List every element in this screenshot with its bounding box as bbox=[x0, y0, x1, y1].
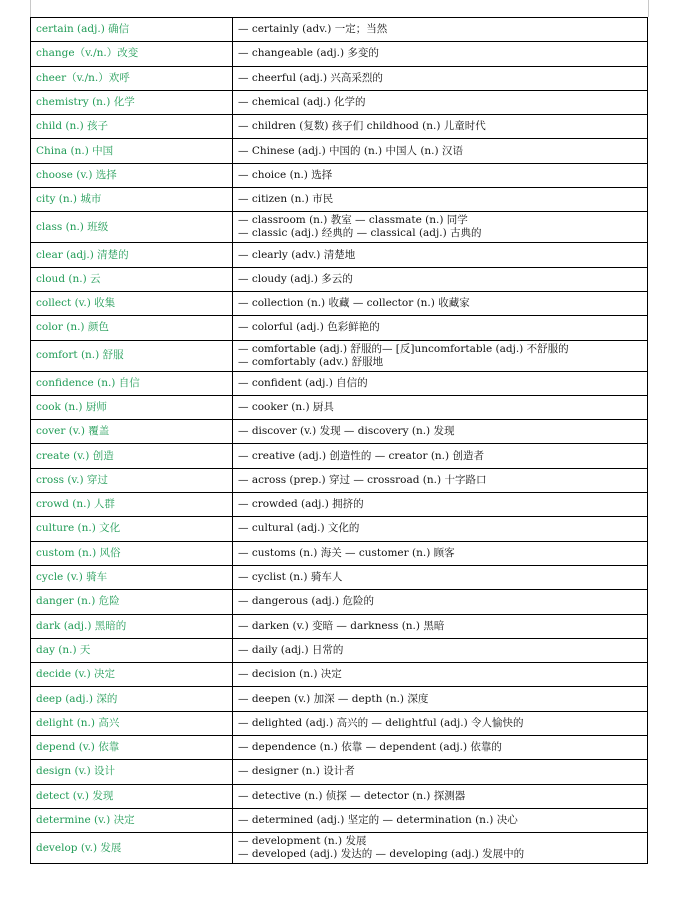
derivatives-cell bbox=[233, 243, 648, 267]
table-row bbox=[31, 444, 648, 468]
table-row bbox=[31, 687, 648, 711]
derivative-line: — collection (n.) 收藏 — collector (n.) 收藏家 bbox=[238, 297, 470, 310]
head-word: certain (adj.) 确信 bbox=[31, 18, 233, 42]
derivative-line: — changeable (adj.) 多变的 bbox=[238, 47, 379, 60]
derivative-line: — classroom (n.) 教室 — classmate (n.) 同学 bbox=[238, 214, 468, 227]
head-word: city (n.) 城市 bbox=[31, 188, 233, 212]
derivative-line: — darken (v.) 变暗 — darkness (n.) 黑暗 bbox=[238, 619, 445, 632]
derivative-line: — daily (adj.) 日常的 bbox=[238, 643, 344, 656]
derivatives-cell bbox=[233, 90, 648, 114]
derivatives-cell bbox=[233, 541, 648, 565]
table-row bbox=[31, 493, 648, 517]
head-word: cloud (n.) 云 bbox=[31, 267, 233, 291]
derivative-line: — chemical (adj.) 化学的 bbox=[238, 96, 366, 109]
derivative-line: — developed (adj.) 发达的 — developing (adj.) 发展中的 bbox=[238, 848, 525, 861]
table-row bbox=[31, 638, 648, 662]
table-row bbox=[31, 291, 648, 315]
table-row bbox=[31, 590, 648, 614]
derivative-line: — customs (n.) 海关 — customer (n.) 顾客 bbox=[238, 546, 455, 559]
derivative-line: — dependence (n.) 依靠 — dependent (adj.) 依靠的 bbox=[238, 741, 502, 754]
derivative-line: — cooker (n.) 厨具 bbox=[238, 401, 334, 413]
head-word: cheer（v./n.）欢呼 bbox=[31, 66, 233, 90]
head-word: change（v./n.）改变 bbox=[31, 42, 233, 66]
head-word: depend (v.) 依靠 bbox=[31, 736, 233, 760]
table-row bbox=[31, 614, 648, 638]
derivatives-cell bbox=[233, 517, 648, 541]
derivatives-cell bbox=[233, 493, 648, 517]
vocabulary-table bbox=[30, 17, 648, 864]
table-row bbox=[31, 833, 648, 864]
derivative-line: — dangerous (adj.) 危险的 bbox=[238, 595, 374, 608]
head-word: cook (n.) 厨师 bbox=[31, 395, 233, 419]
table-row bbox=[31, 90, 648, 114]
derivatives-cell bbox=[233, 66, 648, 90]
table-row bbox=[31, 139, 648, 163]
derivative-line: — crowded (adj.) 拥挤的 bbox=[238, 498, 364, 511]
head-word: day (n.) 天 bbox=[31, 638, 233, 662]
head-word: cross (v.) 穿过 bbox=[31, 468, 233, 492]
head-word: develop (v.) 发展 bbox=[31, 833, 233, 864]
derivatives-cell bbox=[233, 316, 648, 340]
head-word: comfort (n.) 舒服 bbox=[31, 340, 233, 371]
derivative-line: — discover (v.) 发现 — discovery (n.) 发现 bbox=[238, 425, 455, 438]
derivative-line: — classic (adj.) 经典的 — classical (adj.) 古典的 bbox=[238, 227, 482, 240]
head-word: cycle (v.) 骑车 bbox=[31, 565, 233, 589]
derivatives-cell bbox=[233, 687, 648, 711]
head-word: collect (v.) 收集 bbox=[31, 291, 233, 315]
derivatives-cell bbox=[233, 395, 648, 419]
table-row bbox=[31, 163, 648, 187]
derivatives-cell bbox=[233, 291, 648, 315]
head-word: child (n.) 孩子 bbox=[31, 115, 233, 139]
table-row bbox=[31, 468, 648, 492]
derivatives-cell bbox=[233, 711, 648, 735]
derivatives-cell bbox=[233, 115, 648, 139]
derivatives-cell bbox=[233, 188, 648, 212]
table-row bbox=[31, 760, 648, 784]
derivatives-cell bbox=[233, 808, 648, 832]
head-word: deep (adj.) 深的 bbox=[31, 687, 233, 711]
table-row bbox=[31, 395, 648, 419]
derivative-line: — detective (n.) 侦探 — detector (n.) 探测器 bbox=[238, 789, 466, 802]
head-word: create (v.) 创造 bbox=[31, 444, 233, 468]
derivatives-cell bbox=[233, 468, 648, 492]
derivative-line: — comfortable (adj.) 舒服的— [反]uncomfortable (adj.) 不舒服的 bbox=[238, 342, 569, 355]
derivatives-cell bbox=[233, 444, 648, 468]
table-row bbox=[31, 212, 648, 243]
table-row bbox=[31, 663, 648, 687]
derivative-line: — cloudy (adj.) 多云的 bbox=[238, 272, 353, 285]
derivatives-cell bbox=[233, 833, 648, 864]
derivative-line: — determined (adj.) 坚定的 — determination (n.) 决心 bbox=[238, 814, 518, 827]
head-word: chemistry (n.) 化学 bbox=[31, 90, 233, 114]
derivatives-cell bbox=[233, 590, 648, 614]
table-row bbox=[31, 517, 648, 541]
derivatives-cell bbox=[233, 565, 648, 589]
head-word: color (n.) 颜色 bbox=[31, 316, 233, 340]
table-row bbox=[31, 711, 648, 735]
head-word: clear (adj.) 清楚的 bbox=[31, 243, 233, 267]
head-word: dark (adj.) 黑暗的 bbox=[31, 614, 233, 638]
derivatives-cell bbox=[233, 139, 648, 163]
head-word: determine (v.) 决定 bbox=[31, 808, 233, 832]
table-row bbox=[31, 784, 648, 808]
table-row bbox=[31, 188, 648, 212]
table-row bbox=[31, 66, 648, 90]
derivative-line: — deepen (v.) 加深 — depth (n.) 深度 bbox=[238, 692, 429, 705]
vocabulary-table-body bbox=[31, 18, 648, 864]
derivative-line: — choice (n.) 选择 bbox=[238, 168, 333, 181]
head-word: crowd (n.) 人群 bbox=[31, 493, 233, 517]
derivatives-cell bbox=[233, 736, 648, 760]
head-word: decide (v.) 决定 bbox=[31, 663, 233, 687]
derivative-line: — children (复数) 孩子们 childhood (n.) 儿童时代 bbox=[238, 120, 486, 133]
table-row bbox=[31, 541, 648, 565]
derivative-line: — comfortably (adv.) 舒服地 bbox=[238, 355, 384, 368]
derivatives-cell bbox=[233, 420, 648, 444]
derivative-line: — delighted (adj.) 高兴的 — delightful (adj.) 令人愉快的 bbox=[238, 716, 524, 729]
derivatives-cell bbox=[233, 371, 648, 395]
derivatives-cell bbox=[233, 760, 648, 784]
table-row bbox=[31, 565, 648, 589]
derivative-line: — cyclist (n.) 骑车人 bbox=[238, 571, 343, 584]
derivatives-cell bbox=[233, 267, 648, 291]
page-corner-mark-right bbox=[648, 0, 649, 17]
head-word: delight (n.) 高兴 bbox=[31, 711, 233, 735]
head-word: class (n.) 班级 bbox=[31, 212, 233, 243]
derivatives-cell bbox=[233, 614, 648, 638]
table-row bbox=[31, 736, 648, 760]
derivative-line: — across (prep.) 穿过 — crossroad (n.) 十字路口 bbox=[238, 473, 487, 486]
table-row bbox=[31, 808, 648, 832]
table-row bbox=[31, 18, 648, 42]
derivative-line: — cultural (adj.) 文化的 bbox=[238, 522, 360, 535]
head-word: confidence (n.) 自信 bbox=[31, 371, 233, 395]
derivatives-cell bbox=[233, 663, 648, 687]
derivative-line: — colorful (adj.) 色彩鲜艳的 bbox=[238, 321, 380, 334]
derivatives-cell bbox=[233, 42, 648, 66]
derivative-line: — confident (adj.) 自信的 bbox=[238, 376, 368, 389]
derivative-line: — citizen (n.) 市民 bbox=[238, 193, 334, 206]
table-row bbox=[31, 115, 648, 139]
head-word: custom (n.) 风俗 bbox=[31, 541, 233, 565]
head-word: design (v.) 设计 bbox=[31, 760, 233, 784]
derivative-line: — creative (adj.) 创造性的 — creator (n.) 创造者 bbox=[238, 449, 484, 462]
derivative-line: — designer (n.) 设计者 bbox=[238, 765, 355, 778]
table-row bbox=[31, 371, 648, 395]
derivative-line: — certainly (adv.) 一定；当然 bbox=[238, 23, 388, 36]
table-row bbox=[31, 42, 648, 66]
head-word: cover (v.) 覆盖 bbox=[31, 420, 233, 444]
derivative-line: — cheerful (adj.) 兴高采烈的 bbox=[238, 71, 383, 84]
derivatives-cell bbox=[233, 163, 648, 187]
table-row bbox=[31, 267, 648, 291]
table-row bbox=[31, 316, 648, 340]
page-corner-mark-left bbox=[30, 0, 31, 17]
table-row bbox=[31, 340, 648, 371]
table-row bbox=[31, 420, 648, 444]
derivatives-cell bbox=[233, 638, 648, 662]
derivatives-cell bbox=[233, 18, 648, 42]
derivative-line: — development (n.) 发展 bbox=[238, 835, 367, 848]
derivative-line: — clearly (adv.) 清楚地 bbox=[238, 248, 356, 261]
derivatives-cell bbox=[233, 784, 648, 808]
head-word: detect (v.) 发现 bbox=[31, 784, 233, 808]
derivatives-cell bbox=[233, 212, 648, 243]
head-word: danger (n.) 危险 bbox=[31, 590, 233, 614]
head-word: choose (v.) 选择 bbox=[31, 163, 233, 187]
derivative-line: — decision (n.) 决定 bbox=[238, 668, 342, 681]
table-row bbox=[31, 243, 648, 267]
derivative-line: — Chinese (adj.) 中国的 (n.) 中国人 (n.) 汉语 bbox=[238, 144, 463, 157]
derivatives-cell bbox=[233, 340, 648, 371]
head-word: China (n.) 中国 bbox=[31, 139, 233, 163]
head-word: culture (n.) 文化 bbox=[31, 517, 233, 541]
